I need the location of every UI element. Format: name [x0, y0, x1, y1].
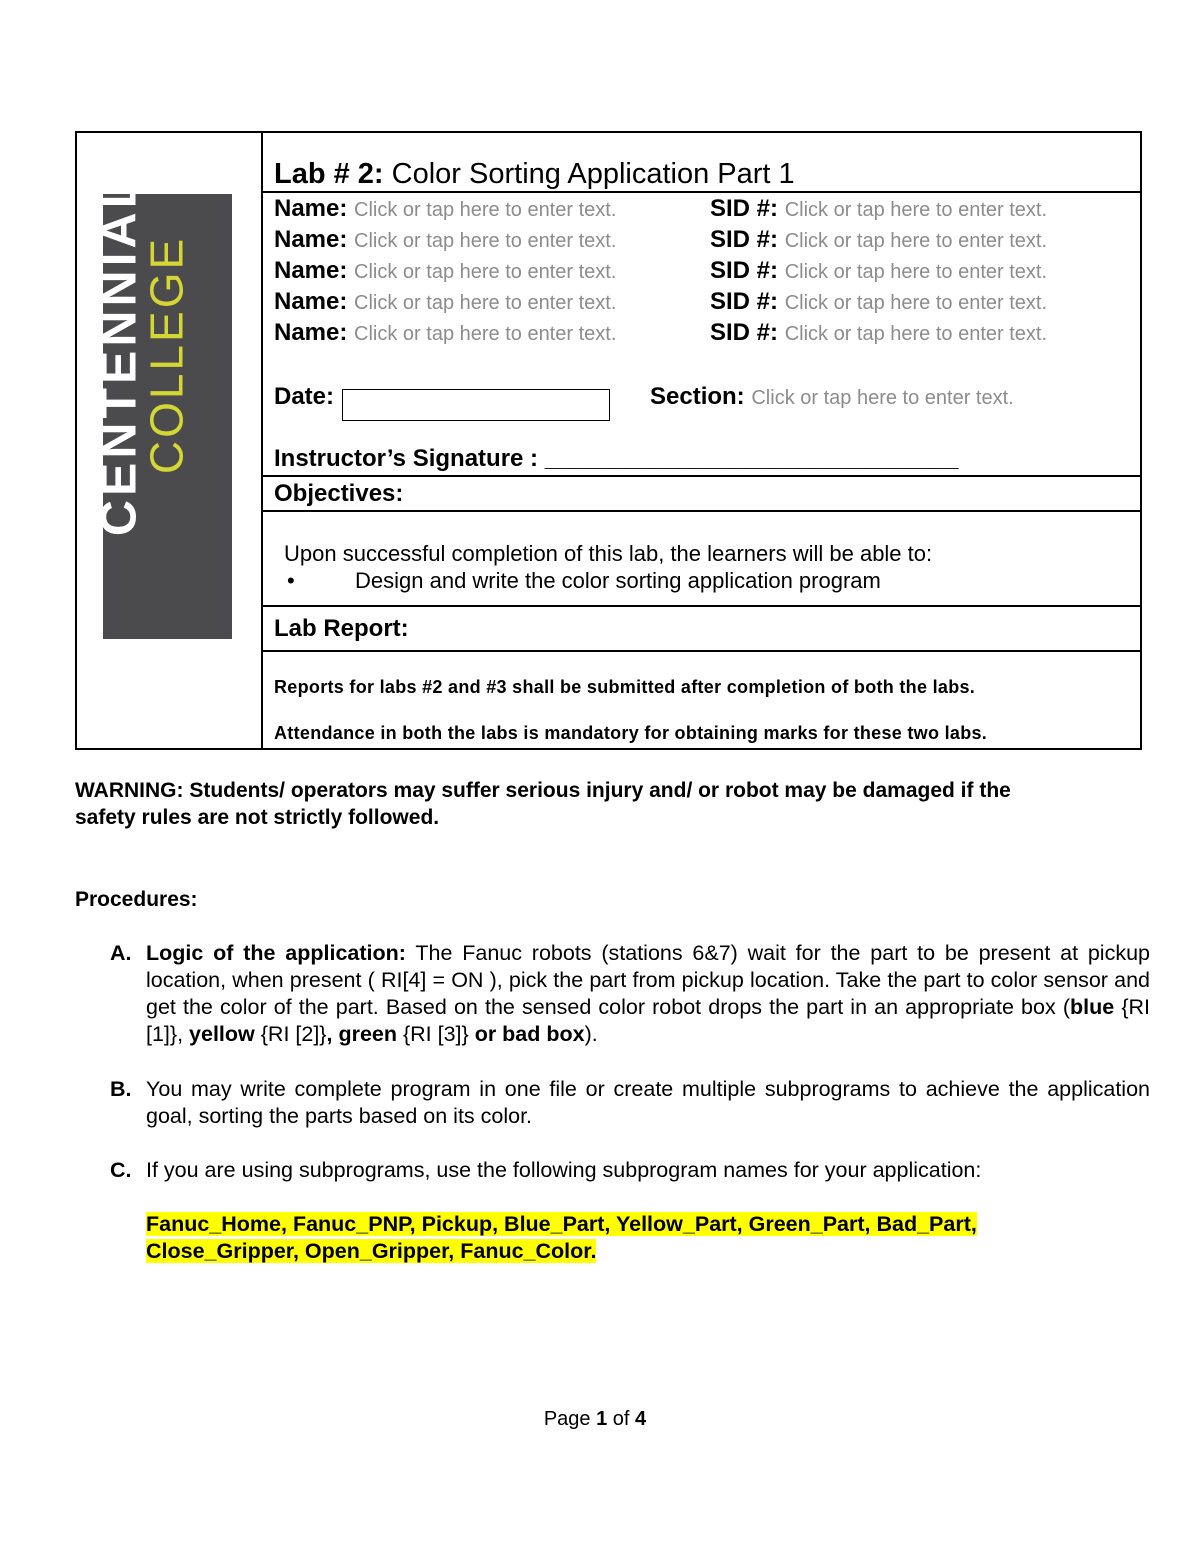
- name-field-3[interactable]: Click or tap here to enter text.: [354, 261, 617, 283]
- divider: [263, 510, 1140, 512]
- divider: [263, 605, 1140, 607]
- logo-line-college: COLLEGE: [140, 235, 193, 475]
- logo-column: [77, 133, 263, 748]
- section-row: Section: Click or tap here to enter text.: [650, 383, 1014, 410]
- objective-item: • Design and write the color sorting application program: [287, 568, 881, 593]
- procedure-c: C. If you are using subprograms, use the following subprogram names for your application:: [110, 1158, 982, 1182]
- name-row-1: Name: Click or tap here to enter text.: [274, 195, 617, 222]
- name-field-5[interactable]: Click or tap here to enter text.: [354, 323, 617, 345]
- warning-line-2: safety rules are not strictly followed.: [75, 806, 440, 829]
- date-label: Date:: [274, 383, 335, 410]
- sid-field-1[interactable]: Click or tap here to enter text.: [784, 199, 1048, 221]
- sid-row-3: SID #: Click or tap here to enter text.: [710, 257, 1048, 284]
- divider: [263, 475, 1140, 477]
- name-row-4: Name: Click or tap here to enter text.: [274, 288, 617, 315]
- procedures-heading: Procedures:: [75, 888, 198, 911]
- name-field-4[interactable]: Click or tap here to enter text.: [354, 292, 617, 314]
- sid-row-4: SID #: Click or tap here to enter text.: [710, 288, 1048, 315]
- name-field-1[interactable]: Click or tap here to enter text.: [354, 199, 617, 221]
- bullet-icon: •: [287, 568, 295, 593]
- sid-row-5: SID #: Click or tap here to enter text.: [710, 319, 1048, 346]
- name-field-2[interactable]: Click or tap here to enter text.: [354, 230, 617, 252]
- divider: [263, 191, 1140, 193]
- date-input[interactable]: [342, 389, 610, 421]
- report-note-2: Attendance in both the labs is mandatory for obtaining marks for these two labs.: [274, 723, 988, 743]
- name-row-3: Name: Click or tap here to enter text.: [274, 257, 617, 284]
- sid-row-1: SID #: Click or tap here to enter text.: [710, 195, 1048, 222]
- subprogram-names: [110, 1211, 1150, 1265]
- logo-line-centennial: CENTENNIAL: [90, 173, 147, 537]
- lab-title: Lab # 2: Color Sorting Application Part 1: [274, 158, 795, 190]
- subprogram-names-line-1: Fanuc_Home, Fanuc_PNP, Pickup, Blue_Part, Yellow_Part, Green_Part, Bad_Part,: [146, 1212, 977, 1236]
- lab-header-table: [75, 131, 1142, 750]
- report-note-1: Reports for labs #2 and #3 shall be submitted after completion of both the labs.: [274, 677, 976, 697]
- objectives-intro: Upon successful completion of this lab, the learners will be able to:: [284, 541, 933, 566]
- section-field[interactable]: Click or tap here to enter text.: [751, 387, 1014, 409]
- name-row-2: Name: Click or tap here to enter text.: [274, 226, 617, 253]
- instructor-signature: Instructor’s Signature : _______________________________: [274, 445, 959, 472]
- procedure-a: A. Logic of the application: The Fanuc robots (stations 6&7) wait for the part to be present at pickup location, when present ( RI[4] = ON ), pick the part from pickup location. Take the part to color sensor and get the color of the part. Based on the sensed color robot drops the part in an appropriate box (blue {RI [1]}, yellow {RI [2]}, green {RI [3]} or bad box).: [110, 941, 1150, 1046]
- lab-report-heading: Lab Report:: [274, 615, 409, 642]
- objectives-heading: Objectives:: [274, 480, 404, 507]
- procedure-b: B. You may write complete program in one file or create multiple subprograms to achieve the application goal, sorting the parts based on its color.: [110, 1077, 1150, 1128]
- warning-line-1: WARNING: Students/ operators may suffer serious injury and/ or robot may be damaged if the: [75, 779, 1011, 802]
- sid-row-2: SID #: Click or tap here to enter text.: [710, 226, 1048, 253]
- divider: [263, 650, 1140, 652]
- sid-field-2[interactable]: Click or tap here to enter text.: [784, 230, 1048, 252]
- sid-field-4[interactable]: Click or tap here to enter text.: [784, 292, 1048, 314]
- name-row-5: Name: Click or tap here to enter text.: [274, 319, 617, 346]
- sid-field-5[interactable]: Click or tap here to enter text.: [784, 323, 1048, 345]
- page-footer: Page 1 of 4: [543, 1408, 647, 1430]
- subprogram-names-line-2: Close_Gripper, Open_Gripper, Fanuc_Color.: [146, 1239, 597, 1263]
- sid-field-3[interactable]: Click or tap here to enter text.: [784, 261, 1048, 283]
